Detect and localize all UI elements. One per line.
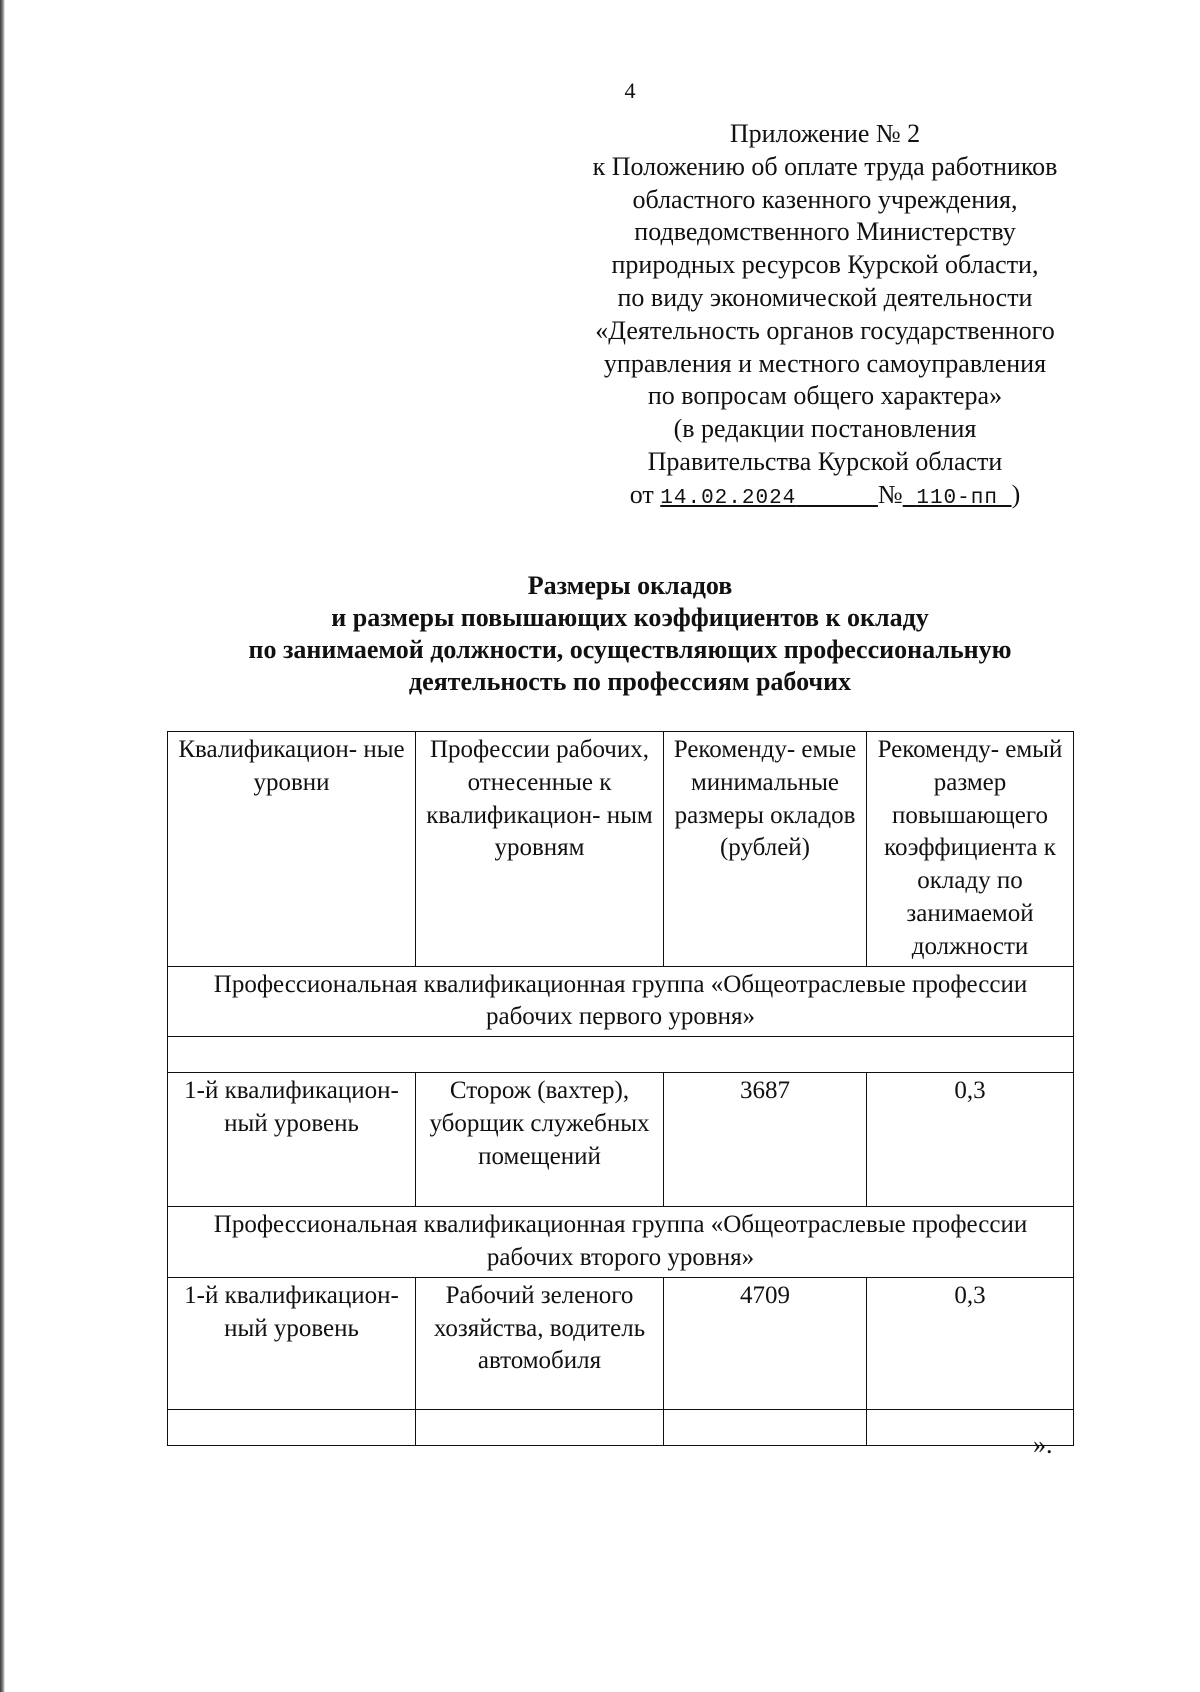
header-min-salary: Рекоменду- емые минимальные размеры окладов (рублей)	[664, 732, 867, 967]
page-number: 4	[624, 78, 636, 103]
cell-coefficient: 0,3	[867, 1277, 1074, 1409]
appendix-line: природных ресурсов Курской области,	[611, 250, 1039, 280]
header-professions: Профессии рабочих, отнесенные к квалификацион- ным уровням	[416, 732, 664, 967]
appendix-line: подведомственного Министерству	[634, 217, 1016, 247]
resolution-date-line	[555, 479, 1095, 516]
appendix-line: по вопросам общего характера»	[647, 381, 1003, 411]
cell-professions: Сторож (вахтер), уборщик служебных помещений	[416, 1073, 664, 1207]
closing-quote-mark: ».	[1033, 1430, 1053, 1459]
header-qualification-levels: Квалификацион- ные уровни	[168, 732, 416, 967]
empty-row	[168, 1409, 1074, 1445]
empty-row	[168, 1037, 1074, 1073]
number-sign: №	[877, 479, 903, 509]
salary-table	[167, 731, 1074, 1446]
header-coefficient: Рекоменду- емый размер повышающего коэффициента к окладу по занимаемой должности	[867, 732, 1074, 967]
appendix-line: по виду экономической деятельности	[617, 282, 1033, 312]
appendix-line: Приложение № 2	[729, 119, 921, 148]
cell-salary: 3687	[664, 1073, 867, 1207]
appendix-line: областного казенного учреждения,	[632, 184, 1018, 214]
resolution-number: 110-пп	[916, 486, 998, 510]
title-line: по занимаемой должности, осуществляющих профессиональную	[248, 635, 1012, 664]
cell-salary: 4709	[664, 1277, 867, 1409]
table-row	[168, 1277, 1074, 1409]
scan-edge	[0, 0, 5, 1692]
appendix-line: управления и местного самоуправления	[603, 348, 1047, 378]
cell-level: 1-й квалификацион- ный уровень	[168, 1277, 416, 1409]
title-line: деятельность по профессиям рабочих	[408, 667, 852, 696]
cell-professions: Рабочий зеленого хозяйства, водитель автомобиля	[416, 1277, 664, 1409]
appendix-line: (в редакции постановления	[673, 414, 977, 444]
appendix-line: Правительства Курской области	[647, 446, 1003, 476]
cell-level: 1-й квалификацион- ный уровень	[168, 1073, 416, 1207]
closing-paren: )	[1011, 479, 1021, 509]
date-prefix: от	[629, 479, 654, 509]
table-row	[168, 1073, 1074, 1207]
group-title: Профессиональная квалификационная группа «Общеотраслевые профессии рабочих первого уровня»	[168, 966, 1074, 1037]
appendix-line: «Деятельность органов государственного	[595, 315, 1055, 345]
table-header-row	[168, 732, 1074, 967]
group-row	[168, 1207, 1074, 1278]
title-line: и размеры повышающих коэффициентов к окладу	[331, 603, 929, 632]
appendix-line: к Положению об оплате труда работников	[592, 151, 1058, 181]
group-row	[168, 966, 1074, 1037]
appendix-header	[555, 118, 1095, 516]
resolution-date: 14.02.2024	[660, 486, 797, 510]
cell-coefficient: 0,3	[867, 1073, 1074, 1207]
document-title	[150, 570, 1110, 698]
group-title: Профессиональная квалификационная группа «Общеотраслевые профессии рабочих второго уровня»	[168, 1207, 1074, 1278]
title-line: Размеры окладов	[527, 571, 733, 600]
